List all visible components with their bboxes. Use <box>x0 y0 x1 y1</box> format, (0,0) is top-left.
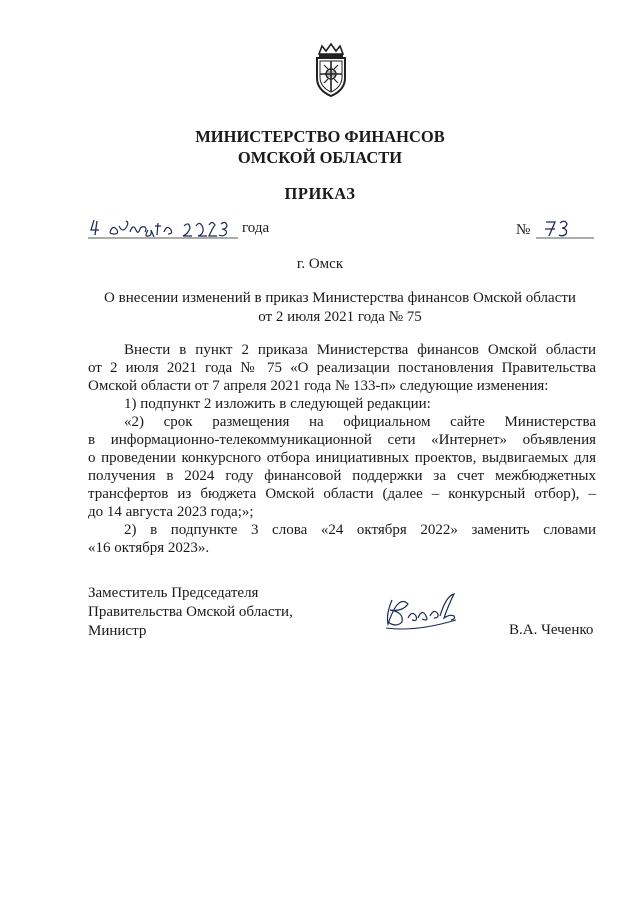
date-number-row <box>88 212 598 242</box>
body-text-line: «2) срок размещения на официальном сайте Министерства <box>124 414 596 430</box>
order-title: ПРИКАЗ <box>284 184 356 203</box>
body-text-line: 2) в подпункте 3 слова «24 октября 2022» заменить словами <box>124 522 596 538</box>
body-text-line: Внести в пункт 2 приказа Министерства финансов Омской области <box>124 342 596 358</box>
ministry-name-line1: МИНИСТЕРСТВО ФИНАНСОВ <box>195 127 445 146</box>
ministry-name-line2: ОМСКОЙ ОБЛАСТИ <box>237 148 403 167</box>
body-text-line: 1) подпункт 2 изложить в следующей редакции: <box>124 396 431 412</box>
signatory-position-line2: Правительства Омской области, <box>88 604 293 620</box>
handwritten-signature <box>378 590 468 634</box>
body-text-line: получения в 2024 году финансовой поддержки за счет межбюджетных <box>88 468 596 484</box>
handwritten-order-number <box>534 216 596 240</box>
signatory-name: В.А. Чеченко <box>509 622 594 638</box>
handwritten-date <box>88 216 240 240</box>
order-subject-line1: О внесении изменений в приказ Министерства финансов Омской области <box>104 290 576 306</box>
body-text-line: Омской области от 7 апреля 2021 года № 133-п» следующие изменения: <box>88 378 549 394</box>
signatory-position-line1: Заместитель Председателя <box>88 585 259 601</box>
body-text-line: от 2 июля 2021 года № 75 «О реализации постановления Правительства <box>88 360 596 376</box>
body-text-line: в информационно-телекоммуникационной сети «Интернет» объявления <box>88 432 596 448</box>
date-year-word: года <box>242 220 270 236</box>
body-text-line: трансфертов из бюджета Омской области (далее – конкурсный отбор), – <box>88 486 596 502</box>
signatory-position-line3: Министр <box>88 623 147 639</box>
city-name: г. Омск <box>296 256 344 272</box>
order-subject-line2: от 2 июля 2021 года № 75 <box>258 309 422 325</box>
number-sign: № <box>516 222 531 238</box>
body-text-line: «16 октября 2023». <box>88 540 210 556</box>
body-text-line: о проведении конкурсного отбора инициативных проектов, выдвигаемых для <box>88 450 596 466</box>
coat-of-arms-emblem <box>311 42 351 98</box>
body-text-line: до 14 августа 2023 года;»; <box>88 504 254 520</box>
